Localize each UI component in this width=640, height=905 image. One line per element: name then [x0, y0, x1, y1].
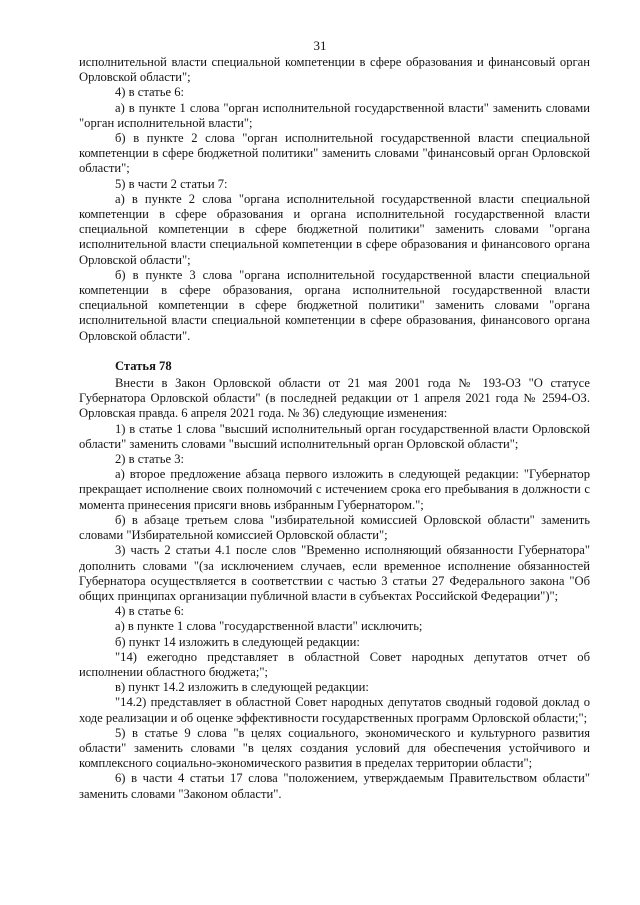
paragraph: в) пункт 14.2 изложить в следующей редакции:: [115, 680, 369, 695]
paragraph: б) в пункте 3 слова "органа исполнительной государственной власти специальной компетенции в сфере образования, органа исполнительной государственной власти специальной компетенции в сфере бюджетной политики" заменить словами "органа исполнительной власти специальной компетенции в сфере образования, финансового органа Орловской области".: [79, 267, 590, 343]
paragraph: 4) в статье 6:: [115, 604, 185, 619]
paragraph: а) второе предложение абзаца первого изложить в следующей редакции: "Губернатор прекращает исполнение своих полномочий с истечением срока его пребывания в должности с момента принесения присяги вновь избранным Губернатором.";: [79, 467, 590, 512]
paragraph: исполнительной власти специальной компетенции в сфере образования и финансовый орган Орловской области";: [79, 55, 590, 85]
page-number: 31: [313, 38, 327, 53]
paragraph: 3) часть 2 статьи 4.1 после слов "Временно исполняющий обязанности Губернатора" дополнить словами "(за исключением случаев, если временное исполнение обязанностей Губернатора осуществляется в соответствии с частью 3 статьи 27 Федерального закона "Об общих принципах организации публичной власти в субъектах Российской Федерации")";: [79, 543, 590, 603]
paragraph: б) пункт 14 изложить в следующей редакции:: [115, 634, 360, 649]
paragraph: 4) в статье 6:: [115, 85, 185, 100]
paragraph: 1) в статье 1 слова "высший исполнительный орган государственной власти Орловской области" заменить словами "высший исполнительный орган Орловской области";: [79, 421, 590, 451]
paragraph: а) в пункте 1 слова "государственной власти" исключить;: [115, 619, 423, 634]
document-body: [79, 55, 590, 802]
paragraph: Внести в Закон Орловской области от 21 мая 2001 года № 193-ОЗ "О статусе Губернатора Орловской области" (в последней редакции от 1 апреля 2021 года № 2594-ОЗ. Орловская правда. 6 апреля 2021 года. № 36) следующие изменения:: [79, 376, 590, 421]
paragraph: б) в абзаце третьем слова "избирательной комиссией Орловской области" заменить словами "Избирательной комиссией Орловской области";: [79, 512, 590, 543]
paragraph: 6) в части 4 статьи 17 слова "положением, утверждаемым Правительством области" заменить словами "Законом области".: [79, 771, 590, 801]
paragraph: б) в пункте 2 слова "орган исполнительной государственной власти специальной компетенции в сфере бюджетной политики" заменить словами "финансовый орган Орловской области";: [79, 131, 590, 176]
paragraph: "14) ежегодно представляет в областной Совет народных депутатов отчет об исполнении областного бюджета;";: [79, 649, 590, 679]
paragraph: 5) в статье 9 слова "в целях социального, экономического и культурного развития области" заменить словами "в целях создания условий для обеспечения устойчивого и комплексного социально-экономического развития в пределах территории области";: [79, 725, 590, 771]
paragraph: "14.2) представляет в областной Совет народных депутатов сводный годовой доклад о ходе реализации и об оценке эффективности государственных программ Орловской области;";: [79, 695, 590, 725]
article-heading: Статья 78: [115, 358, 172, 373]
paragraph: 2) в статье 3:: [115, 452, 185, 467]
paragraph: а) в пункте 2 слова "органа исполнительной государственной власти специальной компетенции в сфере образования и органа исполнительной государственной власти специальной компетенции в сфере бюджетной политики" заменить словами "органа исполнительной власти специальной компетенции в сфере образования и финансового органа Орловской области";: [79, 191, 590, 267]
paragraph: а) в пункте 1 слова "орган исполнительной государственной власти" заменить словами "орган исполнительной власти";: [79, 100, 590, 130]
paragraph: 5) в части 2 статьи 7:: [115, 176, 228, 191]
